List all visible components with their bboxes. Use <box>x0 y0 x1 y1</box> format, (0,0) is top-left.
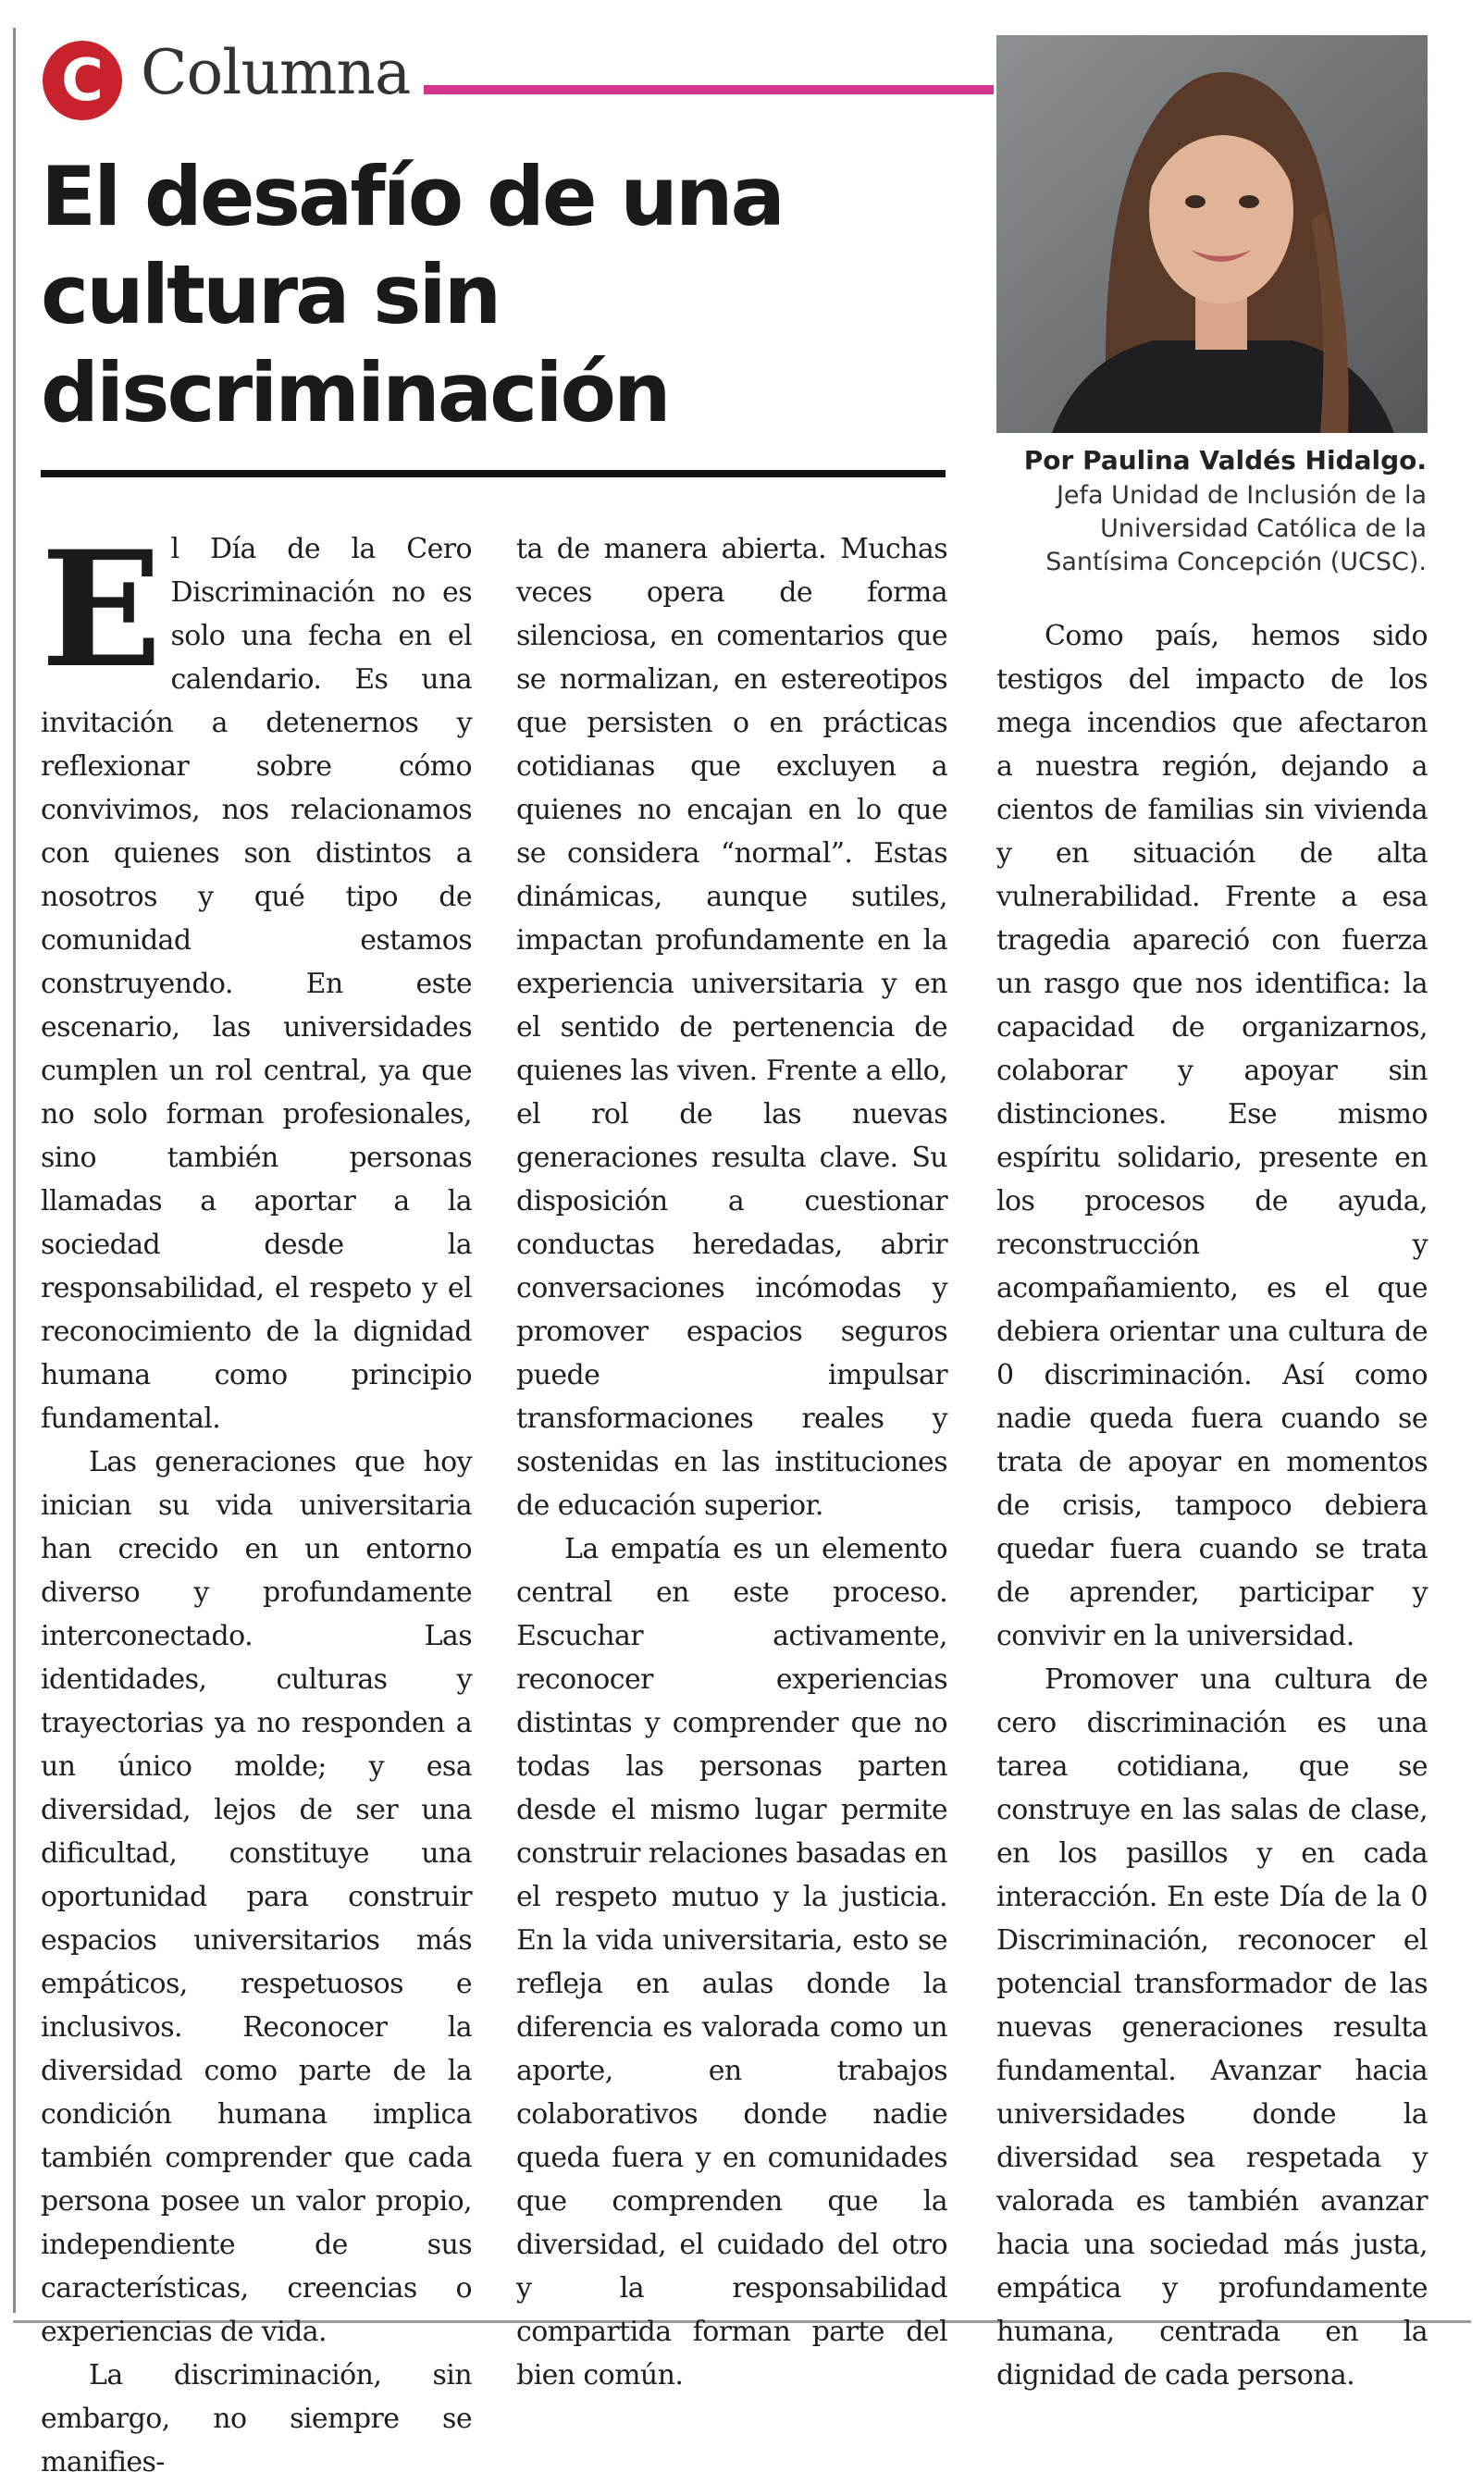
title-line-3: discriminación <box>41 345 669 440</box>
section-c-icon: C <box>43 41 122 120</box>
article-column-3 <box>996 614 1428 2397</box>
author-byline <box>872 442 1427 579</box>
article-column-2 <box>516 527 947 2397</box>
author-role-line-3: Santísima Concepción (UCSC). <box>1045 548 1427 576</box>
paragraph-1-text: l Día de la Cero Discriminación no es solo una fecha en el calendario. Es una invitación a detenernos y reflexionar sobre cómo convivimos, nos relacionamos con quienes son distintos a nosotros y qué tipo de comunidad estamos construyendo. En este escenario, las universidades cumplen un rol central, ya que no solo forman profesionales, sino también personas llamadas a aportar a la sociedad desde la responsabilidad, el respeto y el reconocimiento de la dignidad humana como principio fundamental. <box>41 533 472 1435</box>
title-rule <box>41 470 946 477</box>
author-name: Por Paulina Valdés Hidalgo. <box>1023 445 1427 476</box>
article-column-1 <box>41 515 472 2484</box>
title-line-2: cultura sin <box>41 247 500 342</box>
author-photo <box>996 35 1428 433</box>
paragraph-4: La empatía es un elemento central en este proceso. Escuchar activamente, reconocer experiencias distintas y comprender que no todas las personas parten desde el mismo lugar permite construir relaciones basadas en el respeto mutuo y la justicia. En la vida universitaria, esto se refleja en aulas donde la diferencia es valorada como un aporte, en trabajos colaborativos donde nadie queda fuera y en comunidades que comprenden que la diversidad, el cuidado del otro y la responsabilidad compartida forman parte del bien común. <box>516 1533 947 2391</box>
paragraph-1 <box>41 515 472 1440</box>
author-role-line-2: Universidad Católica de la <box>1100 514 1427 543</box>
section-label: Columna <box>141 37 411 108</box>
paragraph-6: Promover una cultura de cero discriminación es una tarea cotidiana, que se construye en las salas de clase, en los pasillos y en cada interacción. En este Día de la 0 Discriminación, reconocer el potencial transformador de las nuevas generaciones resulta fundamental. Avanzar hacia universidades donde la diversidad sea respetada y valorada es también avanzar hacia una sociedad más justa, empática y profundamente humana, centrada en la dignidad de cada persona. <box>996 1663 1428 2391</box>
paragraph-5: Como país, hemos sido testigos del impacto de los mega incendios que afectaron a nuestra región, dejando a cientos de familias sin vivienda y en situación de alta vulnerabilidad. Frente a esa tragedia apareció con fuerza un rasgo que nos identifica: la capacidad de organizarnos, colaborar y apoyar sin distinciones. Ese mismo espíritu solidario, presente en los procesos de ayuda, reconstrucción y acompañamiento, es el que debiera orientar una cultura de 0 discriminación. Así como nadie queda fuera cuando se trata de apoyar en momentos de crisis, tampoco debiera quedar fuera cuando se trata de aprender, participar y convivir en la universidad. <box>996 620 1428 1652</box>
author-portrait-icon <box>996 35 1428 433</box>
paragraph-3-cont: ta de manera abierta. Muchas veces opera de forma silenciosa, en comentarios que se normalizan, en estereotipos que persisten o en prácticas cotidianas que excluyen a quienes no encajan en lo que se considera “normal”. Estas dinámicas, aunque sutiles, impactan profundamente en la experiencia universitaria y en el sentido de pertenencia de quienes las viven. Frente a ello, el rol de las nuevas generaciones resulta clave. Su disposición a cuestionar conductas heredadas, abrir conversaciones incómodas y promover espacios seguros puede impulsar transformaciones reales y sostenidas en las instituciones de educación superior. <box>516 533 947 1522</box>
title-line-1: El desafío de una <box>41 149 783 244</box>
paragraph-3-start: La discriminación, sin embargo, no siempre se manifies- <box>41 2359 472 2478</box>
article-title <box>41 148 929 442</box>
page-edge-left <box>13 28 16 2313</box>
author-role-line-1: Jefa Unidad de Inclusión de la <box>1056 481 1427 510</box>
drop-cap: E <box>41 515 162 703</box>
section-rule <box>424 85 994 94</box>
paragraph-2: Las generaciones que hoy inician su vida universitaria han crecido en un entorno diverso y profundamente interconectado. Las identidades, culturas y trayectorias ya no responden a un único molde; y esa diversidad, lejos de ser una dificultad, constituye una oportunidad para construir espacios universitarios más empáticos, respetuosos e inclusivos. Reconocer la diversidad como parte de la condición humana implica también comprender que cada persona posee un valor propio, independiente de sus características, creencias o experiencias de vida. <box>41 1446 472 2348</box>
